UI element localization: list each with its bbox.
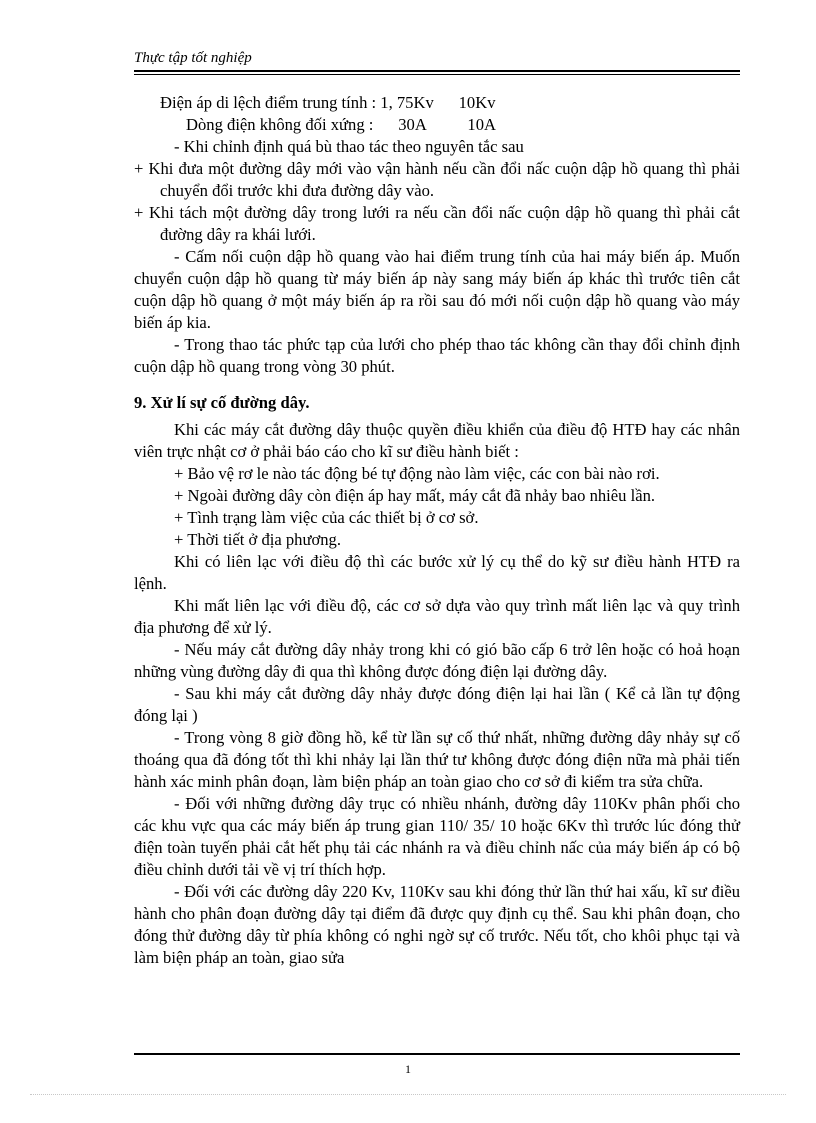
paragraph: - Trong thao tác phức tạp của lưới cho phép thao tác không cần thay đổi chỉnh định cuộn dập hồ quang trong vòng 30 phút. (134, 335, 740, 376)
document-body (134, 92, 740, 969)
paragraph: Dòng điện không đối xứng : 30A 10A (186, 115, 496, 134)
paragraph: - Cấm nối cuộn dập hồ quang vào hai điểm trung tính của hai máy biến áp. Muốn chuyển cuộn dập hồ quang từ máy biến áp này sang máy biến áp khác thì trước tiên cắt cuộn dập hồ quang ở một máy biến áp ra rồi sau đó mới nối cuộn dập hồ quang vào máy biến áp kia. (134, 247, 740, 332)
paragraph: - Đối với những đường dây trục có nhiều nhánh, đường dây 110Kv phân phối cho các khu vực qua các máy biến áp trung gian 110/ 35/ 10 hoặc 6Kv thì trước lúc đóng thử điện toàn tuyến phải cắt hết phụ tải các nhánh ra và điều chỉnh nấc của máy biến áp có bộ điều chỉnh dưới tải về vị trí thích hợp. (134, 794, 740, 879)
page-boundary (30, 1094, 786, 1095)
section-heading: 9. Xử lí sự cố đường dây. (134, 393, 310, 412)
footer-rule (134, 1053, 740, 1055)
paragraph: + Thời tiết ở địa phương. (174, 530, 341, 549)
paragraph: Khi có liên lạc với điều độ thì các bước xử lý cụ thể do kỹ sư điều hành HTĐ ra lệnh. (134, 552, 740, 593)
paragraph: + Tình trạng làm việc của các thiết bị ở cơ sở. (174, 508, 479, 527)
paragraph: + Bảo vệ rơ le nào tác động bé tự động nào làm việc, các con bài nào rơi. (174, 464, 660, 483)
header-rule-thin (134, 74, 740, 75)
header-rule-thick (134, 70, 740, 72)
paragraph: Khi mất liên lạc với điều độ, các cơ sở dựa vào quy trình mất liên lạc và quy trình địa phương để xử lý. (134, 596, 740, 637)
paragraph: Điện áp di lệch điểm trung tính : 1, 75Kv 10Kv (160, 93, 496, 112)
paragraph: - Sau khi máy cắt đường dây nhảy được đóng điện lại hai lần ( Kể cả lần tự động đóng lại ) (134, 684, 740, 725)
paragraph: - Nếu máy cắt đường dây nhảy trong khi có gió bão cấp 6 trở lên hoặc có hoả hoạn những vùng đường dây đi qua thì không được đóng điện lại đường dây. (134, 640, 740, 681)
paragraph: - Trong vòng 8 giờ đồng hồ, kể từ lần sự cố thứ nhất, những đường dây nhảy sự cố thoáng qua đã đóng tốt thì khi nhảy lại lần thứ tư không được đóng điện nữa mà phải tiến hành xác minh phân đoạn, làm biện pháp an toàn giao cho cơ sở đi kiểm tra sửa chữa. (134, 728, 740, 791)
paragraph: - Đối với các đường dây 220 Kv, 110Kv sau khi đóng thử lần thứ hai xấu, kĩ sư điều hành cho phân đoạn đường dây tại điểm đã được quy định cụ thể. Sau khi phân đoạn, cho đóng thử đường dây từ phía không có nghi ngờ sự cố trước. Nếu tốt, cho khôi phục tại và làm biện pháp an toàn, giao sửa (134, 882, 740, 967)
page-number: 1 (405, 1062, 411, 1076)
paragraph: + Khi tách một đường dây trong lưới ra nếu cần đổi nấc cuộn dập hồ quang thì phải cắt đường dây ra khái lưới. (134, 203, 740, 244)
paragraph: Khi các máy cắt đường dây thuộc quyền điều khiển của điều độ HTĐ hay các nhân viên trực nhật cơ ở phải báo cáo cho kĩ sư điều hành biết : (134, 420, 740, 461)
paragraph: + Ngoài đường dây còn điện áp hay mất, máy cắt đã nhảy bao nhiêu lần. (174, 486, 656, 505)
page-header: Thực tập tốt nghiệp (134, 50, 252, 66)
paragraph: + Khi đưa một đường dây mới vào vận hành nếu cần đổi nấc cuộn dập hồ quang thì phải chuyển đổi trước khi đưa đường dây vào. (134, 159, 740, 200)
paragraph: - Khi chỉnh định quá bù thao tác theo nguyên tắc sau (174, 137, 524, 156)
